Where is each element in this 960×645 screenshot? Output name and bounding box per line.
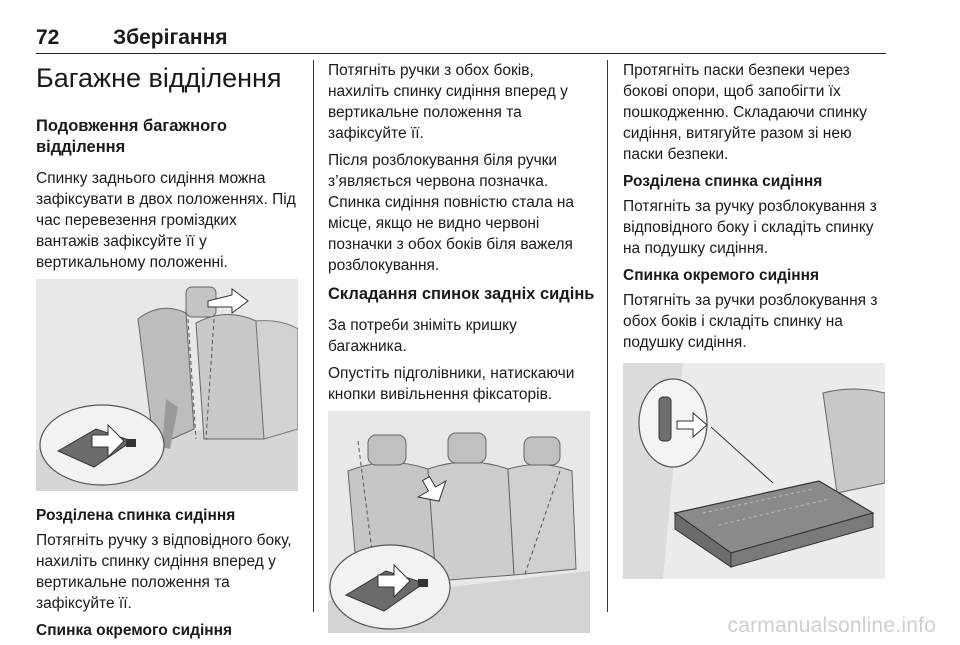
heading-single-seatback: Спинка окремого сидіння [623,267,820,284]
seat-illustration-image [36,279,298,491]
column-3 [623,60,889,579]
paragraph: Протягніть паски безпеки через бокові опори, щоб запобігти їх пошкодженню. Складаючи спинку сидіння, витягуйте разом зі нею паски безпеки. [623,62,867,163]
paragraph: Потягніть за ручку розблокування з відповідного боку і складіть спинку на подушку сидіння. [623,198,877,257]
paragraph: Потягніть ручки з обох боків, нахиліть спинку сидіння вперед у вертикальне положення та зафіксуйте її. [328,62,568,142]
paragraph: Спинку заднього сидіння можна зафіксувати в двох положеннях. Під час перевезення громіздких вантажів зафіксуйте її у вертикальному положенні. [36,170,296,271]
illustration-folded-seat [623,363,885,579]
paragraph: Потягніть за ручки розблокування з обох боків і складіть спинку на подушку сидіння. [623,292,878,351]
page-number: 72 [36,26,60,49]
heading-split-seatback: Розділена спинка сидіння [623,173,823,190]
illustration-headrests [328,411,590,633]
folded-seat-illustration-image [623,363,885,579]
watermark: carmanualsonline.info [727,614,936,637]
column-divider-1 [313,60,314,612]
section-title: Зберігання [113,26,228,49]
paragraph: Потягніть ручку з відповідного боку, нахиліть спинку сидіння вперед у вертикальне положення та зафіксуйте її. [36,532,292,612]
column-1 [36,60,302,645]
paragraph: Після розблокування біля ручки з’являється червона позначка. Спинка сидіння повністю стала на місце, якщо не видно червоні позначки з обох боків біля важеля розблокування. [328,152,575,274]
page-title: Багажне відділення [36,63,282,93]
paragraph: Опустіть підголівники, натискаючи кнопки вивільнення фіксаторів. [328,365,575,403]
column-2 [328,60,596,633]
column-divider-2 [607,60,608,612]
heading-fold-rear-seatbacks: Складання спинок задніх сидінь [328,285,595,303]
heading-extend-load-compartment: Подовження багажного відділення [36,117,227,156]
header-rule [36,53,886,54]
heading-single-seatback: Спинка окремого сидіння [36,622,233,639]
headrest-illustration-image [328,411,590,633]
illustration-split-seatback [36,279,298,491]
heading-split-seatback: Розділена спинка сидіння [36,507,236,524]
paragraph: За потреби зніміть кришку багажника. [328,317,517,355]
